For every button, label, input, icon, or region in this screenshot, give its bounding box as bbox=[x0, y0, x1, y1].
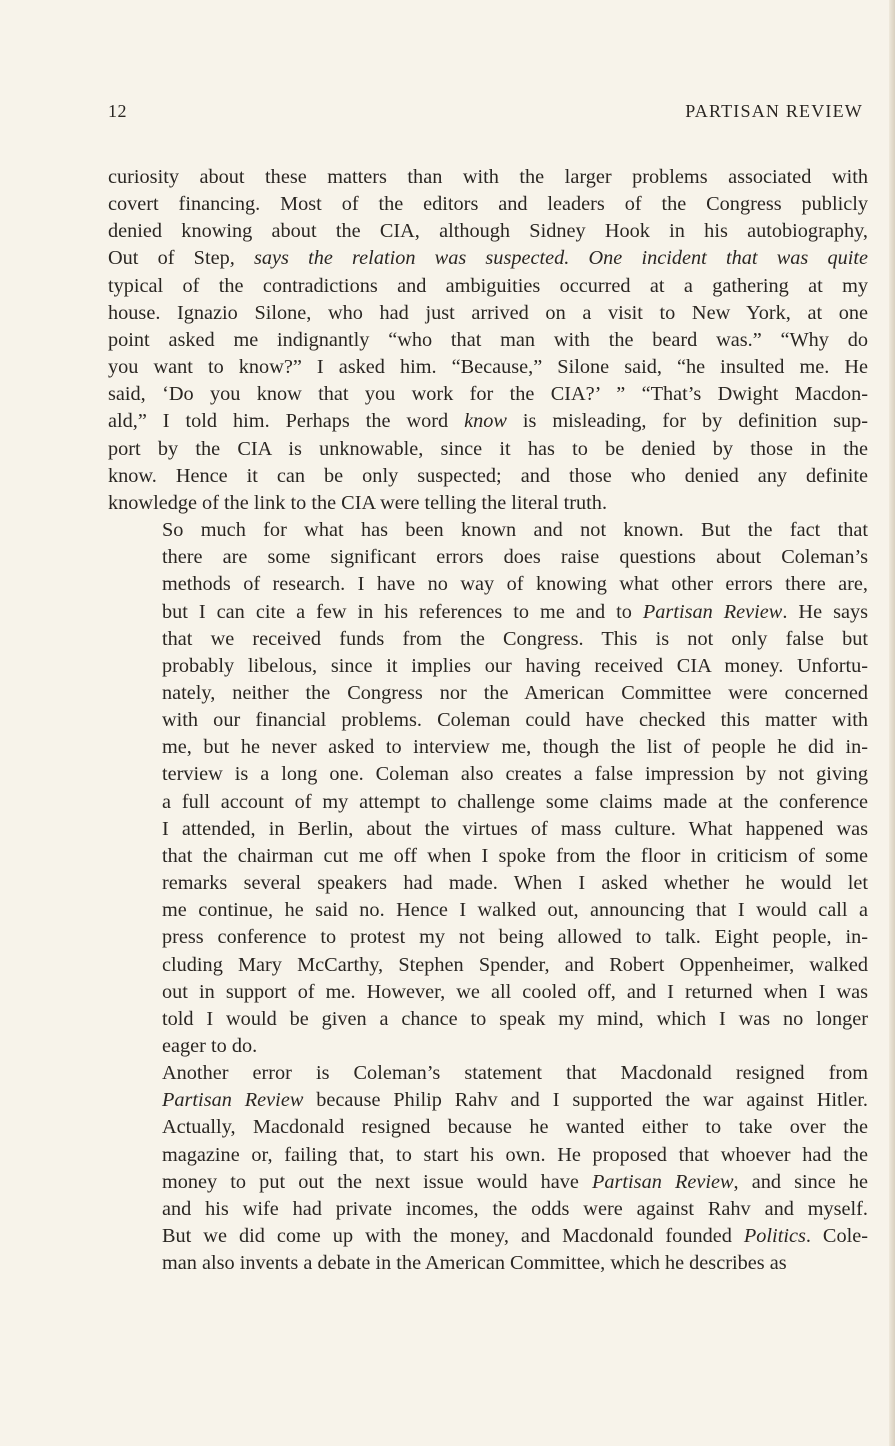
text-line: point asked me indignantly “who that man with the beard was.” “Why do bbox=[108, 328, 868, 351]
text-line: Out of Step, says the relation was suspected. One incident that was quite bbox=[108, 247, 868, 270]
text-line: covert financing. Most of the editors and leaders of the Congress publicly bbox=[108, 193, 868, 216]
italic-title: know bbox=[464, 410, 507, 433]
text-line: me, but he never asked to interview me, though the list of people he did in- bbox=[162, 736, 868, 759]
text-line: methods of research. I have no way of knowing what other errors there are, bbox=[162, 573, 868, 596]
text-line: knowledge of the link to the CIA were telling the literal truth. bbox=[108, 491, 608, 514]
text-line: press conference to protest my not being allowed to talk. Eight people, in- bbox=[162, 926, 868, 949]
text-line: there are some significant errors does raise questions about Coleman’s bbox=[162, 546, 868, 569]
paragraph bbox=[108, 1060, 868, 1277]
text-line: a full account of my attempt to challenge some claims made at the conference bbox=[162, 790, 868, 813]
text-line: with our financial problems. Coleman could have checked this matter with bbox=[162, 709, 868, 732]
text-line: I attended, in Berlin, about the virtues of mass culture. What happened was bbox=[162, 817, 868, 840]
text-line: probably libelous, since it implies our having received CIA money. Unfortu- bbox=[162, 654, 868, 677]
text-line: typical of the contradictions and ambiguities occurred at a gathering at my bbox=[108, 274, 868, 297]
italic-title: Partisan Review bbox=[162, 1089, 304, 1112]
paragraph bbox=[108, 164, 868, 517]
text-line: remarks several speakers had made. When I asked whether he would let bbox=[162, 872, 868, 895]
text-line: terview is a long one. Coleman also creates a false impression by not giving bbox=[162, 763, 868, 786]
italic-title: Politics bbox=[743, 1225, 806, 1248]
text-line: magazine or, failing that, to start his own. He proposed that whoever had the bbox=[162, 1143, 868, 1166]
text-line: eager to do. bbox=[162, 1035, 258, 1057]
text-line: cluding Mary McCarthy, Stephen Spender, and Robert Oppenheimer, walked bbox=[162, 953, 868, 976]
text-line: that we received funds from the Congress. This is not only false but bbox=[162, 627, 868, 650]
text-line: ald,” I told him. Perhaps the word know is misleading, for by definition sup- bbox=[108, 410, 869, 433]
text-line: but I can cite a few in his references to me and to Partisan Review. He says bbox=[162, 600, 868, 623]
text-line: man also invents a debate in the American Committee, which he describes as bbox=[162, 1252, 787, 1275]
text-line: you want to know?” I asked him. “Because,” Silone said, “he insulted me. He bbox=[108, 356, 868, 379]
italic-title: Partisan Review bbox=[642, 600, 783, 623]
text-line: So much for what has been known and not known. But the fact that bbox=[162, 519, 868, 542]
body-text bbox=[108, 164, 868, 1277]
running-head: PARTISAN REVIEW bbox=[685, 101, 863, 121]
text-line: money to put out the next issue would have Partisan Review, and since he bbox=[162, 1170, 868, 1193]
text-line: nately, neither the Congress nor the American Committee were concerned bbox=[162, 681, 868, 704]
text-line: and his wife had private incomes, the odds were against Rahv and myself. bbox=[162, 1197, 868, 1220]
text-line: denied knowing about the CIA, although Sidney Hook in his autobiography, bbox=[108, 220, 868, 243]
text-line: that the chairman cut me off when I spoke from the floor in criticism of some bbox=[162, 844, 868, 867]
text-line: port by the CIA is unknowable, since it has to be denied by those in the bbox=[108, 437, 868, 460]
text-line: said, ‘Do you know that you work for the CIA?’ ” “That’s Dwight Macdon- bbox=[108, 383, 868, 406]
page-number: 12 bbox=[108, 101, 127, 121]
text-line: Another error is Coleman’s statement that Macdonald resigned from bbox=[162, 1062, 868, 1085]
text-line: know. Hence it can be only suspected; and those who denied any definite bbox=[108, 464, 868, 487]
page-header bbox=[108, 101, 863, 131]
text-line: told I would be given a chance to speak my mind, which I was no longer bbox=[162, 1007, 868, 1030]
text-line: house. Ignazio Silone, who had just arrived on a visit to New York, at one bbox=[108, 301, 868, 324]
text-line: Partisan Review because Philip Rahv and I supported the war against Hitler. bbox=[162, 1089, 868, 1112]
italic-title: Partisan Review bbox=[591, 1170, 734, 1193]
text-line: Actually, Macdonald resigned because he wanted either to take over the bbox=[162, 1116, 868, 1139]
text-line: But we did come up with the money, and Macdonald founded Politics. Cole- bbox=[162, 1225, 868, 1248]
text-line: out in support of me. However, we all cooled off, and I returned when I was bbox=[162, 980, 868, 1003]
text-line: me continue, he said no. Hence I walked out, announcing that I would call a bbox=[162, 899, 868, 922]
paragraph bbox=[108, 517, 868, 1060]
text-line: curiosity about these matters than with the larger problems associated with bbox=[108, 166, 868, 188]
page-edge bbox=[889, 0, 895, 1446]
italic-title: , says the relation was suspected. One incident that was quite bbox=[229, 247, 868, 270]
